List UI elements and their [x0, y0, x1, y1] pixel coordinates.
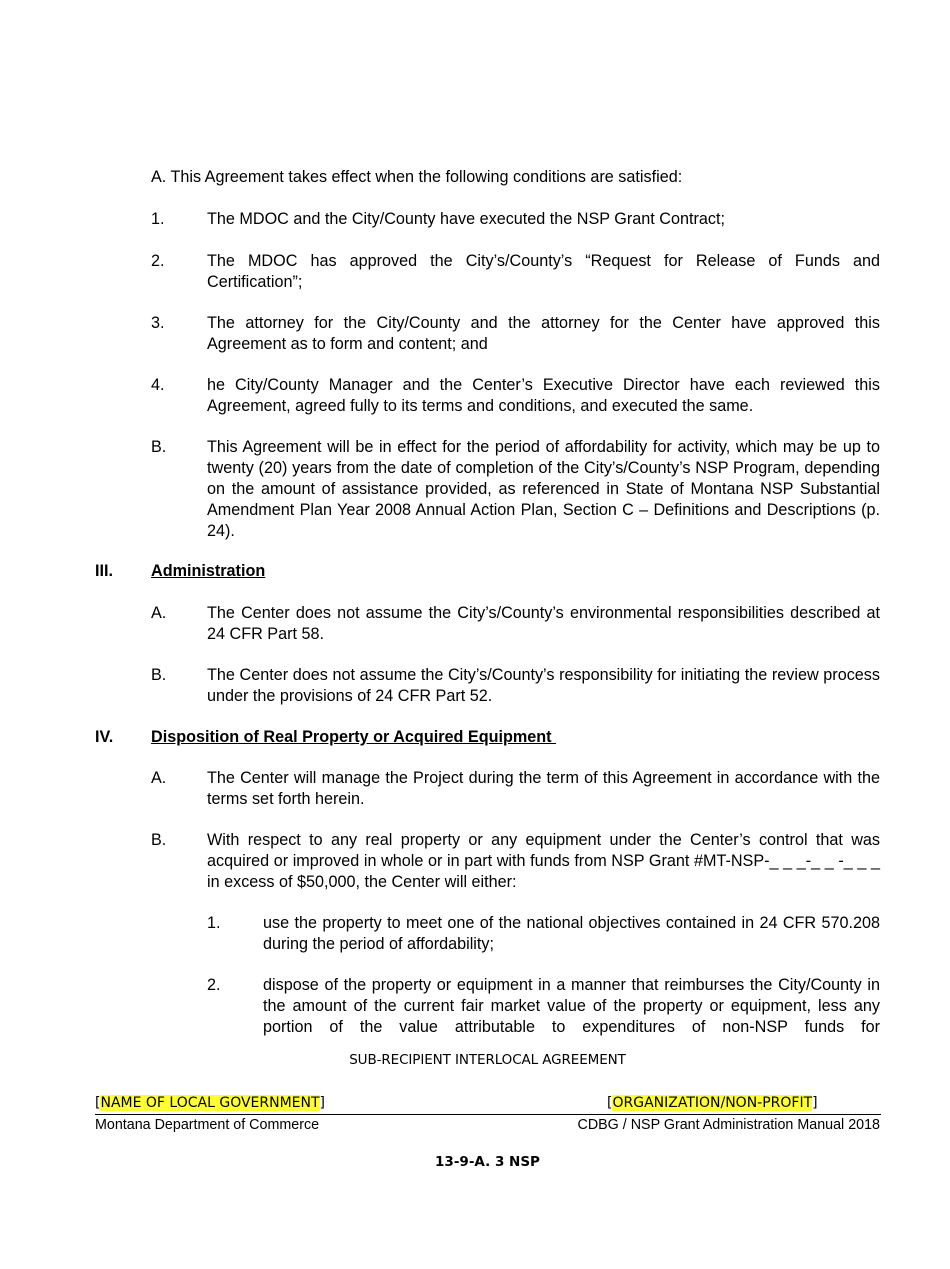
- section-3-number: III.: [95, 562, 113, 580]
- footer-manual-title: CDBG / NSP Grant Administration Manual 2018: [577, 1117, 880, 1133]
- section-3-item-b-text: The Center does not assume the City’s/County’s responsibility for initiating the review process under the provisions of 24 CFR Part 52.: [207, 666, 880, 705]
- term-number: B.: [151, 438, 167, 456]
- condition-1-text: The MDOC and the City/County have executed the NSP Grant Contract;: [207, 210, 725, 228]
- section-4-subitem-1-number: 1.: [207, 914, 221, 932]
- footer-organization: Montana Department of Commerce: [95, 1117, 320, 1133]
- term-text: This Agreement will be in effect for the period of affordability for activity, which may be up to twenty (20) years from the date of completion of the City’s/County’s NSP Program, depending on the amount of assistance provided, as referenced in State of Montana NSP Substantial Amendment Plan Year 2008 Annual Action Plan, Section C – Definitions and Descriptions (p. 24).: [207, 438, 880, 540]
- section-4-item-b-text: With respect to any real property or any equipment under the Center’s control that was acquired or improved in whole or in part with funds from NSP Grant #MT-NSP-_ _ _-_ _ -_ _ _ in excess of $50,000, the Center will either:: [207, 831, 880, 891]
- section-4-item-a-number: A.: [151, 769, 167, 787]
- section-3-item-b-number: B.: [151, 666, 167, 684]
- section-4-number: IV.: [95, 728, 114, 746]
- section-4-title: Disposition of Real Property or Acquired Equipment: [151, 728, 557, 746]
- footer-divider: [95, 1114, 881, 1115]
- local-government-tag: [NAME OF LOCAL GOVERNMENT]: [95, 1095, 326, 1111]
- organization-placeholder: ORGANIZATION/NON-PROFIT: [612, 1095, 813, 1111]
- section-4-item-a-text: The Center will manage the Project during the term of this Agreement in accordance with the terms set forth herein.: [207, 769, 880, 808]
- section-3-item-a-number: A.: [151, 604, 167, 622]
- local-government-placeholder: NAME OF LOCAL GOVERNMENT: [100, 1095, 320, 1111]
- condition-2-number: 2.: [151, 252, 165, 270]
- section-3-title: Administration: [151, 562, 266, 580]
- condition-4-number: 4.: [151, 376, 165, 394]
- section-4-item-b-number: B.: [151, 831, 167, 849]
- section-4-subitem-2-number: 2.: [207, 976, 221, 994]
- organization-tag: [ORGANIZATION/NON-PROFIT]: [607, 1095, 818, 1111]
- footer-caption: SUB-RECIPIENT INTERLOCAL AGREEMENT: [349, 1052, 626, 1068]
- intro-paragraph: A. This Agreement takes effect when the following conditions are satisfied:: [151, 168, 683, 186]
- condition-2-text: The MDOC has approved the City’s/County’s “Request for Release of Funds and Certification”;: [207, 252, 880, 291]
- section-4-subitem-1-text: use the property to meet one of the national objectives contained in 24 CFR 570.208 during the period of affordability;: [263, 914, 880, 953]
- section-4-subitem-2-text: dispose of the property or equipment in a manner that reimburses the City/County in the amount of the current fair market value of the property or equipment, less any portion of the value attributable to expenditures of non-NSP funds for: [263, 976, 880, 1036]
- page-number: 13-9-A. 3 NSP: [435, 1154, 540, 1170]
- condition-4-text: he City/County Manager and the Center’s Executive Director have each reviewed this Agreement, agreed fully to its terms and conditions, and executed the same.: [207, 376, 880, 415]
- condition-3-text: The attorney for the City/County and the attorney for the Center have approved this Agreement as to form and content; and: [207, 314, 880, 353]
- condition-3-number: 3.: [151, 314, 165, 332]
- section-3-item-a-text: The Center does not assume the City’s/County’s environmental responsibilities described at 24 CFR Part 58.: [207, 604, 880, 643]
- condition-1-number: 1.: [151, 210, 165, 228]
